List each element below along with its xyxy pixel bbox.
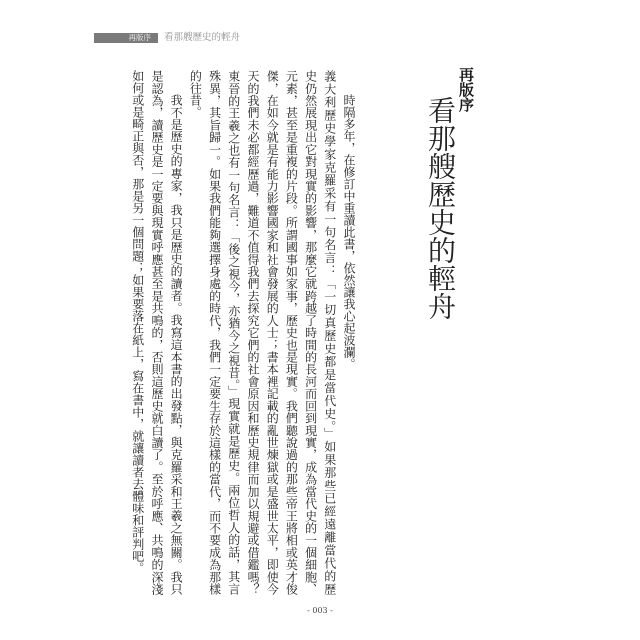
- page-number: - 003 -: [307, 606, 333, 615]
- text-column: 天的我們未必都經歷過，難道不值得我們去探究它們的社會原因和歷史規律而加以規避或借鑑嗎？: [245, 70, 260, 595]
- text-column: 時隔多年，在修訂中重讀此書，依然讓我心起波瀾。: [342, 94, 356, 370]
- text-column: 我不是歷史的專家，我只是歷史的讀者。我寫這本書的出發點，與克羅采和王羲之無關。我只: [169, 94, 184, 595]
- text-column: 義大利歷史學家克羅采有一句名言：「一切真歷史都是當代史。」如果那些已經遠離當代的歷: [322, 70, 337, 595]
- text-column: 東晉的王羲之也有一句名言：「後之視今，亦猶今之視昔。」現實就是歷史。兩位哲人的話，其言: [226, 70, 241, 595]
- text-column: 殊異，其旨歸一。如果我們能夠選擇身處的時代，我們一定要生存於這樣的當代，而不要成為那樣: [207, 70, 222, 595]
- running-head-section-tab: 再版序: [94, 33, 158, 43]
- text-column: 如何或是畸正與否，那是另一個問題；如果要落在紙上，寫在書中，就讓讀者去體味和評判吧。: [130, 70, 145, 574]
- paragraph: [128, 70, 186, 595]
- text-column: 元素，甚至是重複的片段。所謂國事如家事，歷史也是現實。我們聽說過的那些帝王將相或英才俊: [284, 70, 299, 595]
- text-column: 傑，在如今就是有能力影響國家和社會發展的人士；書本裡記載的亂世煉獄或是盛世太平，即使今: [265, 70, 280, 595]
- paragraph: [339, 70, 358, 595]
- text-column: 的往昔。: [188, 70, 203, 118]
- chapter-title: 看那艘歷史的輕舟: [424, 96, 457, 320]
- body-text: [127, 70, 358, 595]
- text-column: 史仍然展現出它對現實的影響，那麼它就跨越了時間的長河而回到現實，成為當代史的一個細胞、: [303, 70, 318, 595]
- text-column: 是認為，讀歷史是一定要與現實呼應甚至是共鳴的，否則這歷史就白讀了。至於呼應、共鳴的深淺: [149, 70, 164, 595]
- running-head-title: 看那艘歷史的輕舟: [164, 32, 241, 43]
- chapter-label: 再版序: [457, 67, 475, 112]
- paragraph: [185, 70, 339, 595]
